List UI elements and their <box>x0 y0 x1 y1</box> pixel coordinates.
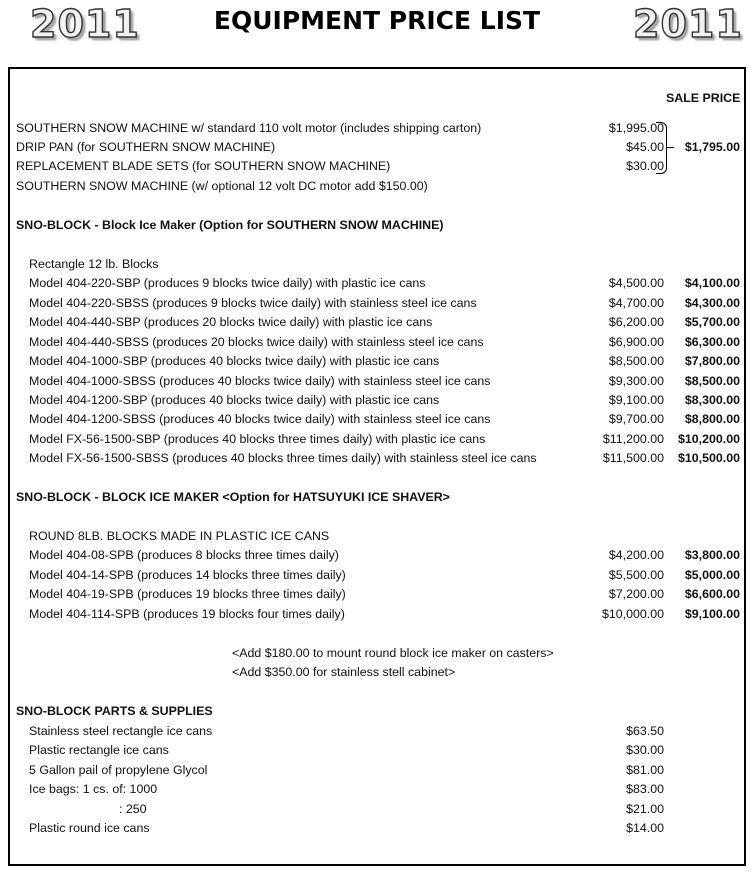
item-price: $83.00 <box>626 782 664 796</box>
table-row: Model 404-220-SBP (produces 9 blocks twice daily) with plastic ice cans <box>29 276 426 290</box>
row-sale-price: $4,300.00 <box>684 296 740 310</box>
row-sale-price: $4,100.00 <box>684 276 740 290</box>
row-price: $9,700.00 <box>608 412 664 426</box>
item-label: SOUTHERN SNOW MACHINE w/ standard 110 volt motor (includes shipping carton) <box>16 121 482 135</box>
table-row: Model 404-1000-SBSS (produces 40 blocks twice daily) with stainless steel ice cans <box>29 374 491 388</box>
row-price: $4,200.00 <box>608 548 664 562</box>
item-price: $45.00 <box>626 140 664 154</box>
table-row: Model 404-19-SPB (produces 19 blocks three times daily) <box>29 587 346 601</box>
item-price: $21.00 <box>626 802 664 816</box>
list-item: Ice bags: 1 cs. of: 1000 <box>29 782 158 796</box>
row-sale-price: $8,300.00 <box>684 393 740 407</box>
table-row: Model 404-220-SBSS (produces 9 blocks twice daily) with stainless steel ice cans <box>29 296 477 310</box>
page-title: EQUIPMENT PRICE LIST <box>213 6 541 35</box>
item-price: $14.00 <box>626 821 664 835</box>
row-sale-price: $5,000.00 <box>684 568 740 582</box>
row-sale-price: $5,700.00 <box>684 315 740 329</box>
sale-price-header: SALE PRICE <box>666 91 741 105</box>
item-price: $63.50 <box>626 724 664 738</box>
item-price: $30.00 <box>626 743 664 757</box>
list-item: Plastic rectangle ice cans <box>29 743 169 757</box>
section-heading: SNO-BLOCK PARTS & SUPPLIES <box>16 704 213 718</box>
section-subheading: ROUND 8LB. BLOCKS MADE IN PLASTIC ICE CANS <box>29 529 330 543</box>
row-price: $11,200.00 <box>602 432 664 446</box>
table-row: Model 404-08-SPB (produces 8 blocks three times daily) <box>29 548 339 562</box>
bundle-sale-price: $1,795.00 <box>684 140 740 154</box>
list-item: Plastic round ice cans <box>29 821 150 835</box>
row-price: $10,000.00 <box>601 607 664 621</box>
table-row: Model FX-56-1500-SBP (produces 40 blocks three times daily) with plastic ice cans <box>29 432 486 446</box>
row-sale-price: $6,300.00 <box>684 335 740 349</box>
row-price: $8,500.00 <box>608 354 664 368</box>
item-price: $1,995.00 <box>608 121 664 135</box>
note-text: <Add $180.00 to mount round block ice maker on casters> <box>232 646 554 660</box>
row-sale-price: $6,600.00 <box>684 587 740 601</box>
row-sale-price: $10,200.00 <box>677 432 740 446</box>
item-label: REPLACEMENT BLADE SETS (for SOUTHERN SNOW MACHINE) <box>16 159 391 173</box>
price-sheet <box>8 67 746 866</box>
row-price: $7,200.00 <box>608 587 664 601</box>
row-price: $5,500.00 <box>608 568 664 582</box>
year-right: 2011 <box>633 2 743 46</box>
item-price: $81.00 <box>626 763 664 777</box>
row-price: $6,900.00 <box>608 335 664 349</box>
section-subheading: Rectangle 12 lb. Blocks <box>29 257 159 271</box>
item-label: DRIP PAN (for SOUTHERN SNOW MACHINE) <box>16 140 276 154</box>
row-price: $11,500.00 <box>602 451 664 465</box>
section-heading: SNO-BLOCK - BLOCK ICE MAKER <Option for HATSUYUKI ICE SHAVER> <box>16 490 450 504</box>
row-sale-price: $3,800.00 <box>684 548 740 562</box>
item-price: $30.00 <box>626 159 664 173</box>
row-sale-price: $10,500.00 <box>677 451 740 465</box>
list-item: Stainless steel rectangle ice cans <box>29 724 213 738</box>
table-row: Model 404-440-SBP (produces 20 blocks twice daily) with plastic ice cans <box>29 315 433 329</box>
table-row: Model 404-14-SPB (produces 14 blocks three times daily) <box>29 568 346 582</box>
row-sale-price: $9,100.00 <box>684 607 740 621</box>
table-row: Model 404-114-SPB (produces 19 blocks four times daily) <box>29 607 345 621</box>
row-sale-price: $8,500.00 <box>684 374 740 388</box>
list-item: 5 Gallon pail of propylene Glycol <box>29 763 208 777</box>
table-row: Model FX-56-1500-SBSS (produces 40 blocks three times daily) with stainless steel ice cans <box>29 451 537 465</box>
table-row: Model 404-1000-SBP (produces 40 blocks twice daily) with plastic ice cans <box>29 354 440 368</box>
row-price: $4,700.00 <box>608 296 664 310</box>
year-left: 2011 <box>30 2 140 46</box>
note-text: <Add $350.00 for stainless stell cabinet> <box>232 665 456 679</box>
row-price: $9,300.00 <box>608 374 664 388</box>
item-label: SOUTHERN SNOW MACHINE (w/ optional 12 volt DC motor add $150.00) <box>16 179 428 193</box>
list-item: : 250 <box>119 802 147 816</box>
row-price: $4,500.00 <box>608 276 664 290</box>
table-row: Model 404-1200-SBSS (produces 40 blocks twice daily) with stainless steel ice cans <box>29 412 491 426</box>
table-row: Model 404-440-SBSS (produces 20 blocks twice daily) with stainless steel ice cans <box>29 335 484 349</box>
row-price: $6,200.00 <box>608 315 664 329</box>
section-heading: SNO-BLOCK - Block Ice Maker (Option for SOUTHERN SNOW MACHINE) <box>16 218 444 232</box>
row-sale-price: $7,800.00 <box>684 354 740 368</box>
row-sale-price: $8,800.00 <box>684 412 740 426</box>
table-row: Model 404-1200-SBP (produces 40 blocks twice daily) with plastic ice cans <box>29 393 440 407</box>
row-price: $9,100.00 <box>608 393 664 407</box>
